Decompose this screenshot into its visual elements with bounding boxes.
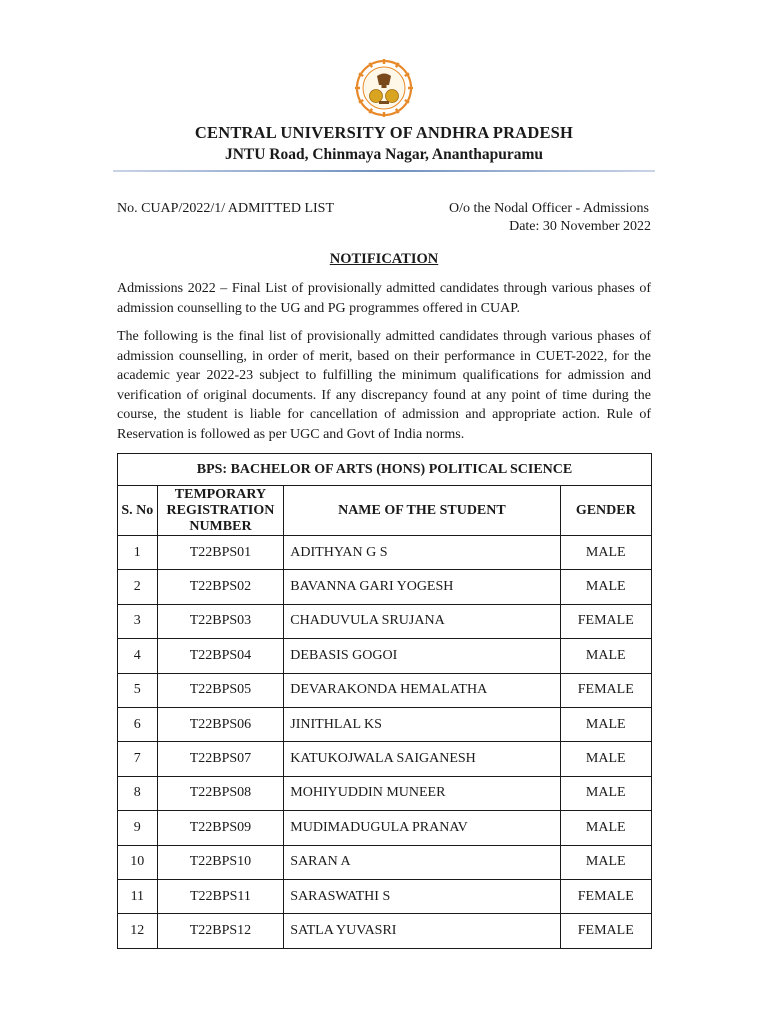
cell-student-name: KATUKOJWALA SAIGANESH (284, 742, 560, 776)
cell-sno: 12 (118, 914, 158, 948)
table-row (118, 879, 652, 913)
table-row (118, 604, 652, 638)
cell-gender: MALE (560, 536, 651, 570)
table-row (118, 536, 652, 570)
university-logo (355, 58, 413, 118)
cell-sno: 3 (118, 604, 158, 638)
cell-registration: T22BPS01 (157, 536, 284, 570)
programme-title-row (118, 454, 652, 486)
cell-student-name: CHADUVULA SRUJANA (284, 604, 560, 638)
table-row (118, 776, 652, 810)
cell-gender: FEMALE (560, 879, 651, 913)
cell-student-name: JINITHLAL KS (284, 707, 560, 741)
cell-registration: T22BPS10 (157, 845, 284, 879)
cell-sno: 9 (118, 811, 158, 845)
notification-title: NOTIFICATION (329, 251, 439, 267)
cell-gender: MALE (560, 776, 651, 810)
cell-sno: 10 (118, 845, 158, 879)
notification-paragraph-2: The following is the final list of provisionally admitted candidates through various phases of admission counselling, in order of merit, based on their performance in CUET-2022, for the academic year 2022-23 subject to fulfilling the minimum qualifications for admission and verification of original documents. If any discrepancy found at any point of time during the course, the student is liable for cancellation of admission and appropriate action. Rule of Reservation is followed as per UGC and Govt of India norms. (117, 329, 651, 442)
issuing-office: O/o the Nodal Officer - Admissions (449, 201, 649, 216)
cell-registration: T22BPS04 (157, 639, 284, 673)
cell-student-name: DEVARAKONDA HEMALATHA (284, 673, 560, 707)
header-divider (113, 170, 655, 172)
cell-gender: MALE (560, 845, 651, 879)
cell-registration: T22BPS05 (157, 673, 284, 707)
cell-gender: MALE (560, 639, 651, 673)
cell-sno: 8 (118, 776, 158, 810)
column-header-name: NAME OF THE STUDENT (284, 486, 560, 536)
cell-student-name: SATLA YUVASRI (284, 914, 560, 948)
cell-sno: 2 (118, 570, 158, 604)
cell-gender: FEMALE (560, 914, 651, 948)
table-row (118, 570, 652, 604)
university-address: JNTU Road, Chinmaya Nagar, Ananthapuramu (224, 146, 544, 163)
cell-registration: T22BPS06 (157, 707, 284, 741)
column-header-sno: S. No (118, 486, 158, 536)
cell-registration: T22BPS08 (157, 776, 284, 810)
cell-gender: MALE (560, 707, 651, 741)
cell-student-name: MUDIMADUGULA PRANAV (284, 811, 560, 845)
cell-gender: FEMALE (560, 604, 651, 638)
cell-gender: FEMALE (560, 673, 651, 707)
table-row (118, 742, 652, 776)
cell-sno: 1 (118, 536, 158, 570)
programme-title: BPS: BACHELOR OF ARTS (HONS) POLITICAL SCIENCE (118, 454, 652, 486)
cell-registration: T22BPS12 (157, 914, 284, 948)
cell-registration: T22BPS02 (157, 570, 284, 604)
cell-registration: T22BPS07 (157, 742, 284, 776)
cell-student-name: MOHIYUDDIN MUNEER (284, 776, 560, 810)
admitted-students-table (117, 453, 652, 949)
cell-sno: 11 (118, 879, 158, 913)
table-row (118, 639, 652, 673)
column-header-registration: TEMPORARY REGISTRATION NUMBER (157, 486, 284, 536)
column-header-gender: GENDER (560, 486, 651, 536)
table-row (118, 811, 652, 845)
notification-paragraph-1: Admissions 2022 – Final List of provisionally admitted candidates through various phases of admission counselling to the UG and PG programmes offered in CUAP. (117, 281, 651, 316)
table-row (118, 707, 652, 741)
cell-student-name: SARASWATHI S (284, 879, 560, 913)
table-row (118, 845, 652, 879)
cell-gender: MALE (560, 570, 651, 604)
cell-registration: T22BPS09 (157, 811, 284, 845)
cell-registration: T22BPS03 (157, 604, 284, 638)
notification-date: Date: 30 November 2022 (509, 219, 651, 234)
cell-registration: T22BPS11 (157, 879, 284, 913)
cell-sno: 5 (118, 673, 158, 707)
cell-student-name: DEBASIS GOGOI (284, 639, 560, 673)
cell-gender: MALE (560, 811, 651, 845)
reference-number: No. CUAP/2022/1/ ADMITTED LIST (117, 201, 334, 216)
cell-sno: 7 (118, 742, 158, 776)
cell-student-name: SARAN A (284, 845, 560, 879)
cell-sno: 6 (118, 707, 158, 741)
table-header-row (118, 486, 652, 536)
table-row (118, 673, 652, 707)
cell-student-name: BAVANNA GARI YOGESH (284, 570, 560, 604)
cell-sno: 4 (118, 639, 158, 673)
university-name: CENTRAL UNIVERSITY OF ANDHRA PRADESH (194, 123, 574, 142)
table-row (118, 914, 652, 948)
cell-gender: MALE (560, 742, 651, 776)
cell-student-name: ADITHYAN G S (284, 536, 560, 570)
